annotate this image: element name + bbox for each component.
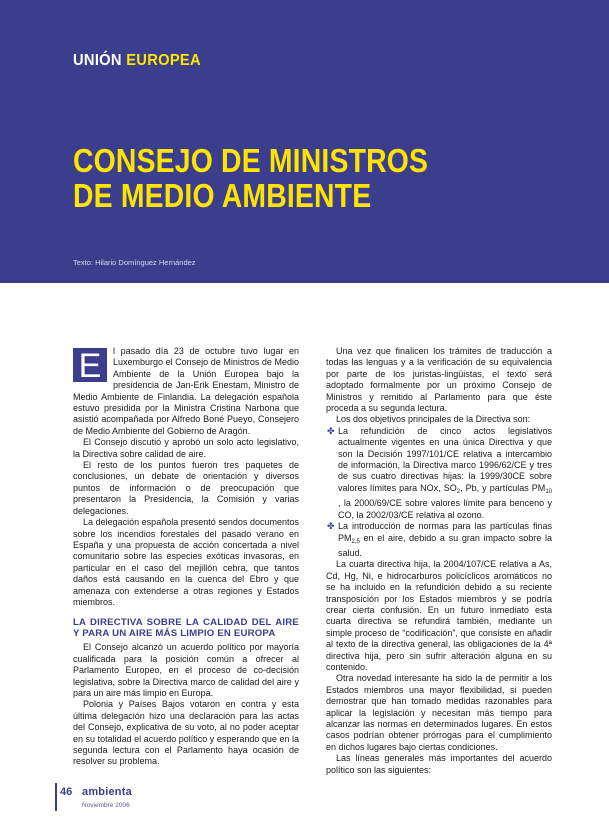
section-tag xyxy=(73,52,201,70)
bullet-icon: ✤ xyxy=(327,521,335,532)
paragraph: Otra novedad interesante ha sido la de permitir a los Estados miembros una mayor flexibilidad, si pueden demostrar que han tomado medidas razonables para aplicar la legislación y necesitan más tiempo para alcanzar las normas en determinados lugares. En estos casos podrían obtener prórrogas para el cumplimiento en dichos lugares bajo ciertas condiciones. xyxy=(326,673,552,752)
issue-date: Noviembre 2006 xyxy=(82,802,130,809)
footer-divider xyxy=(55,783,57,811)
left-column xyxy=(73,346,299,768)
list-item: ✤ La introducción de normas para las partículas finas $PM_{2,5}$ en el aire, debido a su gran impacto sobre la salud. xyxy=(327,521,552,558)
page-number: 46 xyxy=(60,786,73,798)
paragraph: Las líneas generales más importantes del acuerdo político son las siguientes: xyxy=(326,753,552,775)
bullet-icon: ✤ xyxy=(327,425,335,436)
section-tag-part2: EUROPEA xyxy=(126,52,201,69)
intro-text: l pasado día 23 de octubre tuvo lugar en Luxemburgo el Consejo de Ministros de Medio Ambiente de la Unión Europea bajo la presidencia de Jan-Erik Enestam, Ministro de Medio Ambiente de Finlandia. La delegación española estuvo presidida por la Ministra Cristina Narbona que asistió acompañada por Alfredo Boné Pueyo, Consejero de Medio Ambiente del Gobierno de Aragón. xyxy=(73,346,299,436)
paragraph: El Consejo discutió y aprobó un solo acto legislativo, la Directiva sobre calidad de aire. xyxy=(73,437,299,459)
article-title-line2: DE MEDIO AMBIENTE xyxy=(73,177,372,214)
section-subheading: LA DIRECTIVA SOBRE LA CALIDAD DEL AIRE Y PARA UN AIRE MÁS LIMPIO EN EUROPA xyxy=(73,617,299,639)
drop-cap: E xyxy=(73,348,107,382)
paragraph: La cuarta directiva hija, la 2004/107/CE relativa a As, Cd, Hg, Ni, e hidrocarburos policíclicos aromáticos no se ha incluido en la refundición debido a su reciente transposición por los Estados miembros y se podría crear cierta confusión. En un futuro inmediato esta cuarta directiva se refundirá también, mediante un simple proceso de “codificación”, que consiste en añadir al texto de la directiva general, las obligaciones de la 4ª directiva hija, pero sin sufrir alteración alguna en su contenido. xyxy=(326,559,552,672)
section-tag-part1: UNIÓN xyxy=(73,52,122,69)
article-title-line1: CONSEJO DE MINISTROS xyxy=(73,142,429,179)
paragraph: La delegación española presentó sendos documentos sobre los incendios forestales del pasado verano en España y una propuesta de acción concertada a nivel comunitario sobre las especies exóticas invasoras, en particular en el caso del mejillón cebra, que tantos daños está causando en la cuenca del Ebro y que amenaza con extenderse a otras regiones y Estados miembros. xyxy=(73,517,299,607)
list-item: ✤ La refundición de cinco actos legislativos actualmente vigentes en una única Directiva y que son la Decisión 1997/101/CE relativa a intercambio de información, la Directiva marco 1996/62/CE y tres de sus cuatro directivas hijas: la 1999/30CE sobre valores límites para NOx, $SO_2$, Pb, y partículas $PM_{10}$ , la 2000/69/CE sobre valores límite para benceno y CO, la 2002/03/CE relativa al ozono. xyxy=(327,425,552,520)
article-title xyxy=(73,143,477,213)
objectives-list xyxy=(326,426,552,559)
right-column xyxy=(326,346,552,776)
paragraph: El resto de los puntos fueron tres paquetes de conclusiones, un debate de orientación y diversos puntos de información o de preocupación que presentaron la Presidencia, la Comisión y varias delegaciones. xyxy=(73,460,299,516)
paragraph: Los dos objetivos principales de la Directiva son: xyxy=(336,414,531,425)
magazine-name: ambienta xyxy=(82,786,132,798)
intro-paragraph xyxy=(73,346,299,437)
author-credit: Texto: Hilario Domínguez Hernández xyxy=(73,258,196,267)
paragraph: Una vez que finalicen los trámites de traducción a todas las lenguas y a la verificación de su equivalencia por parte de los juristas-lingüistas, el texto será adoptado formalmente por un próximo Consejo de Ministros y remitido al Parlamento para que éste proceda a su segunda lectura. xyxy=(326,346,552,414)
header-banner xyxy=(0,0,609,283)
paragraph: Polonia y Países Bajos votaron en contra y esta última delegación hizo una declaración para las actas del Consejo, explicativa de su voto, al no poder aceptar en su totalidad el acuerdo político y esperando que en la segunda lectura con el Parlamento haya ocasión de resolver su problema. xyxy=(73,699,299,767)
paragraph: El Consejo alcanzó un acuerdo político por mayoría cualificada para la posición común a ofrecer al Parlamento Europeo, en el proceso de co-decisión legislativa, sobre la Directiva marco de calidad del aire y para un aire más limpio en Europa. xyxy=(73,642,299,698)
